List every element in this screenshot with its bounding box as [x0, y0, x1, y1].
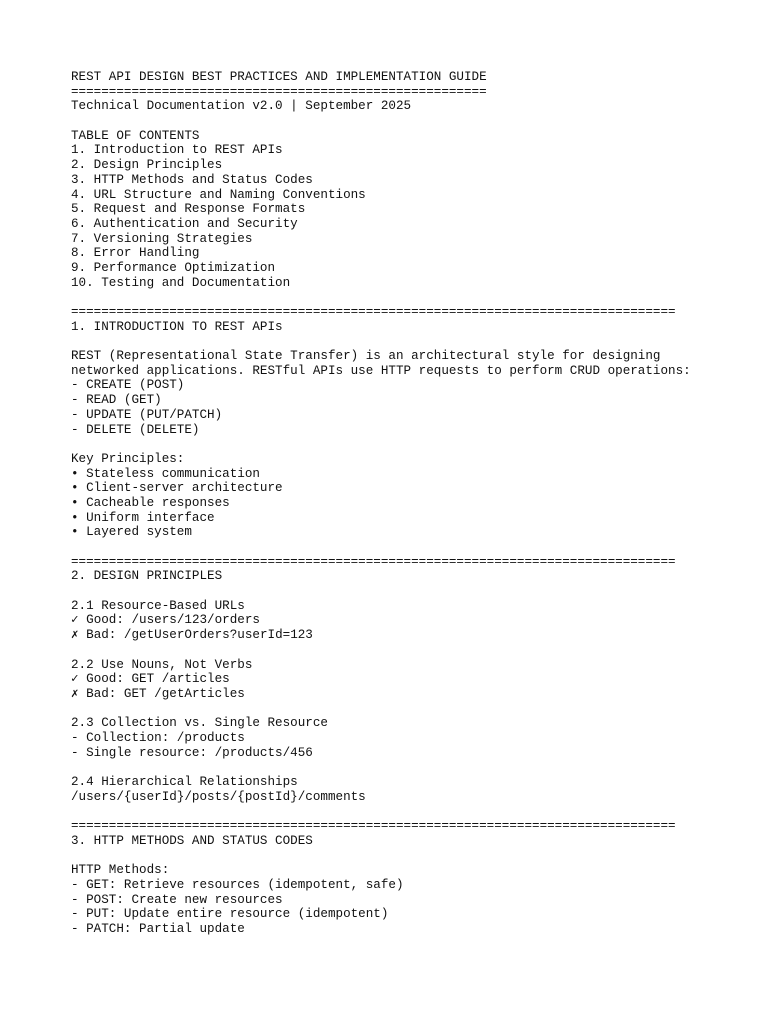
blank-line: [71, 334, 768, 349]
blank-line: [71, 437, 768, 452]
path-example: /users/{userId}/posts/{postId}/comments: [71, 789, 366, 804]
title-rule: =======================================================: [71, 84, 487, 99]
document-body: [71, 70, 768, 937]
blank-line: [71, 848, 768, 863]
blank-line: [71, 643, 768, 658]
section-rule: ================================================================================: [71, 819, 676, 834]
principle-item: • Client-server architecture: [71, 481, 283, 496]
section-heading-intro: 1. INTRODUCTION TO REST APIs: [71, 319, 283, 334]
document-title: REST API DESIGN BEST PRACTICES AND IMPLEMENTATION GUIDE: [71, 70, 487, 84]
toc-item: 10. Testing and Documentation: [71, 275, 291, 290]
toc-item: 3. HTTP Methods and Status Codes: [71, 172, 313, 187]
list-item: - Collection: /products: [71, 730, 245, 745]
subsection-heading: 2.2 Use Nouns, Not Verbs: [71, 657, 253, 672]
crud-item: - DELETE (DELETE): [71, 422, 200, 437]
method-item: - GET: Retrieve resources (idempotent, safe): [71, 877, 404, 892]
blank-line: [71, 540, 768, 555]
principle-item: • Stateless communication: [71, 466, 260, 481]
toc-item: 2. Design Principles: [71, 158, 223, 173]
toc-item: 4. URL Structure and Naming Conventions: [71, 187, 366, 202]
principle-item: • Uniform interface: [71, 510, 215, 525]
blank-line: [71, 804, 768, 819]
bad-example: ✗ Bad: GET /getArticles: [71, 686, 245, 701]
section-heading-design: 2. DESIGN PRINCIPLES: [71, 569, 223, 584]
section-heading-http: 3. HTTP METHODS AND STATUS CODES: [71, 833, 313, 848]
blank-line: [71, 114, 768, 129]
intro-paragraph: networked applications. RESTful APIs use HTTP requests to perform CRUD operations:: [71, 363, 691, 378]
subsection-heading: 2.4 Hierarchical Relationships: [71, 775, 298, 789]
toc-item: 1. Introduction to REST APIs: [71, 143, 283, 158]
blank-line: [71, 584, 768, 599]
subsection-heading: 2.1 Resource-Based URLs: [71, 598, 245, 613]
toc-heading: TABLE OF CONTENTS: [71, 128, 200, 143]
toc-item: 8. Error Handling: [71, 246, 200, 261]
method-item: - POST: Create new resources: [71, 892, 283, 907]
principle-item: • Layered system: [71, 525, 192, 540]
crud-item: - UPDATE (PUT/PATCH): [71, 407, 223, 422]
bad-example: ✗ Bad: /getUserOrders?userId=123: [71, 628, 313, 643]
subsection-heading: 2.3 Collection vs. Single Resource: [71, 716, 328, 731]
crud-item: - CREATE (POST): [71, 378, 185, 393]
good-example: ✓ Good: /users/123/orders: [71, 613, 260, 628]
list-item: - Single resource: /products/456: [71, 745, 313, 760]
toc-item: 9. Performance Optimization: [71, 260, 276, 275]
blank-line: [71, 702, 768, 717]
blank-line: [71, 760, 768, 775]
principles-heading: Key Principles:: [71, 451, 185, 466]
method-item: - PUT: Update entire resource (idempotent): [71, 907, 389, 922]
document-meta: Technical Documentation v2.0 | September 2025: [71, 99, 412, 114]
blank-line: [71, 290, 768, 305]
intro-paragraph: REST (Representational State Transfer) is an architectural style for designing: [71, 349, 661, 364]
good-example: ✓ Good: GET /articles: [71, 672, 230, 687]
method-item: - PATCH: Partial update: [71, 921, 245, 936]
crud-item: - READ (GET): [71, 393, 162, 408]
toc-item: 5. Request and Response Formats: [71, 202, 306, 217]
section-rule: ================================================================================: [71, 554, 676, 569]
principle-item: • Cacheable responses: [71, 495, 230, 510]
toc-item: 6. Authentication and Security: [71, 216, 298, 231]
methods-heading: HTTP Methods:: [71, 863, 170, 878]
toc-item: 7. Versioning Strategies: [71, 231, 253, 246]
section-rule: ================================================================================: [71, 305, 676, 319]
